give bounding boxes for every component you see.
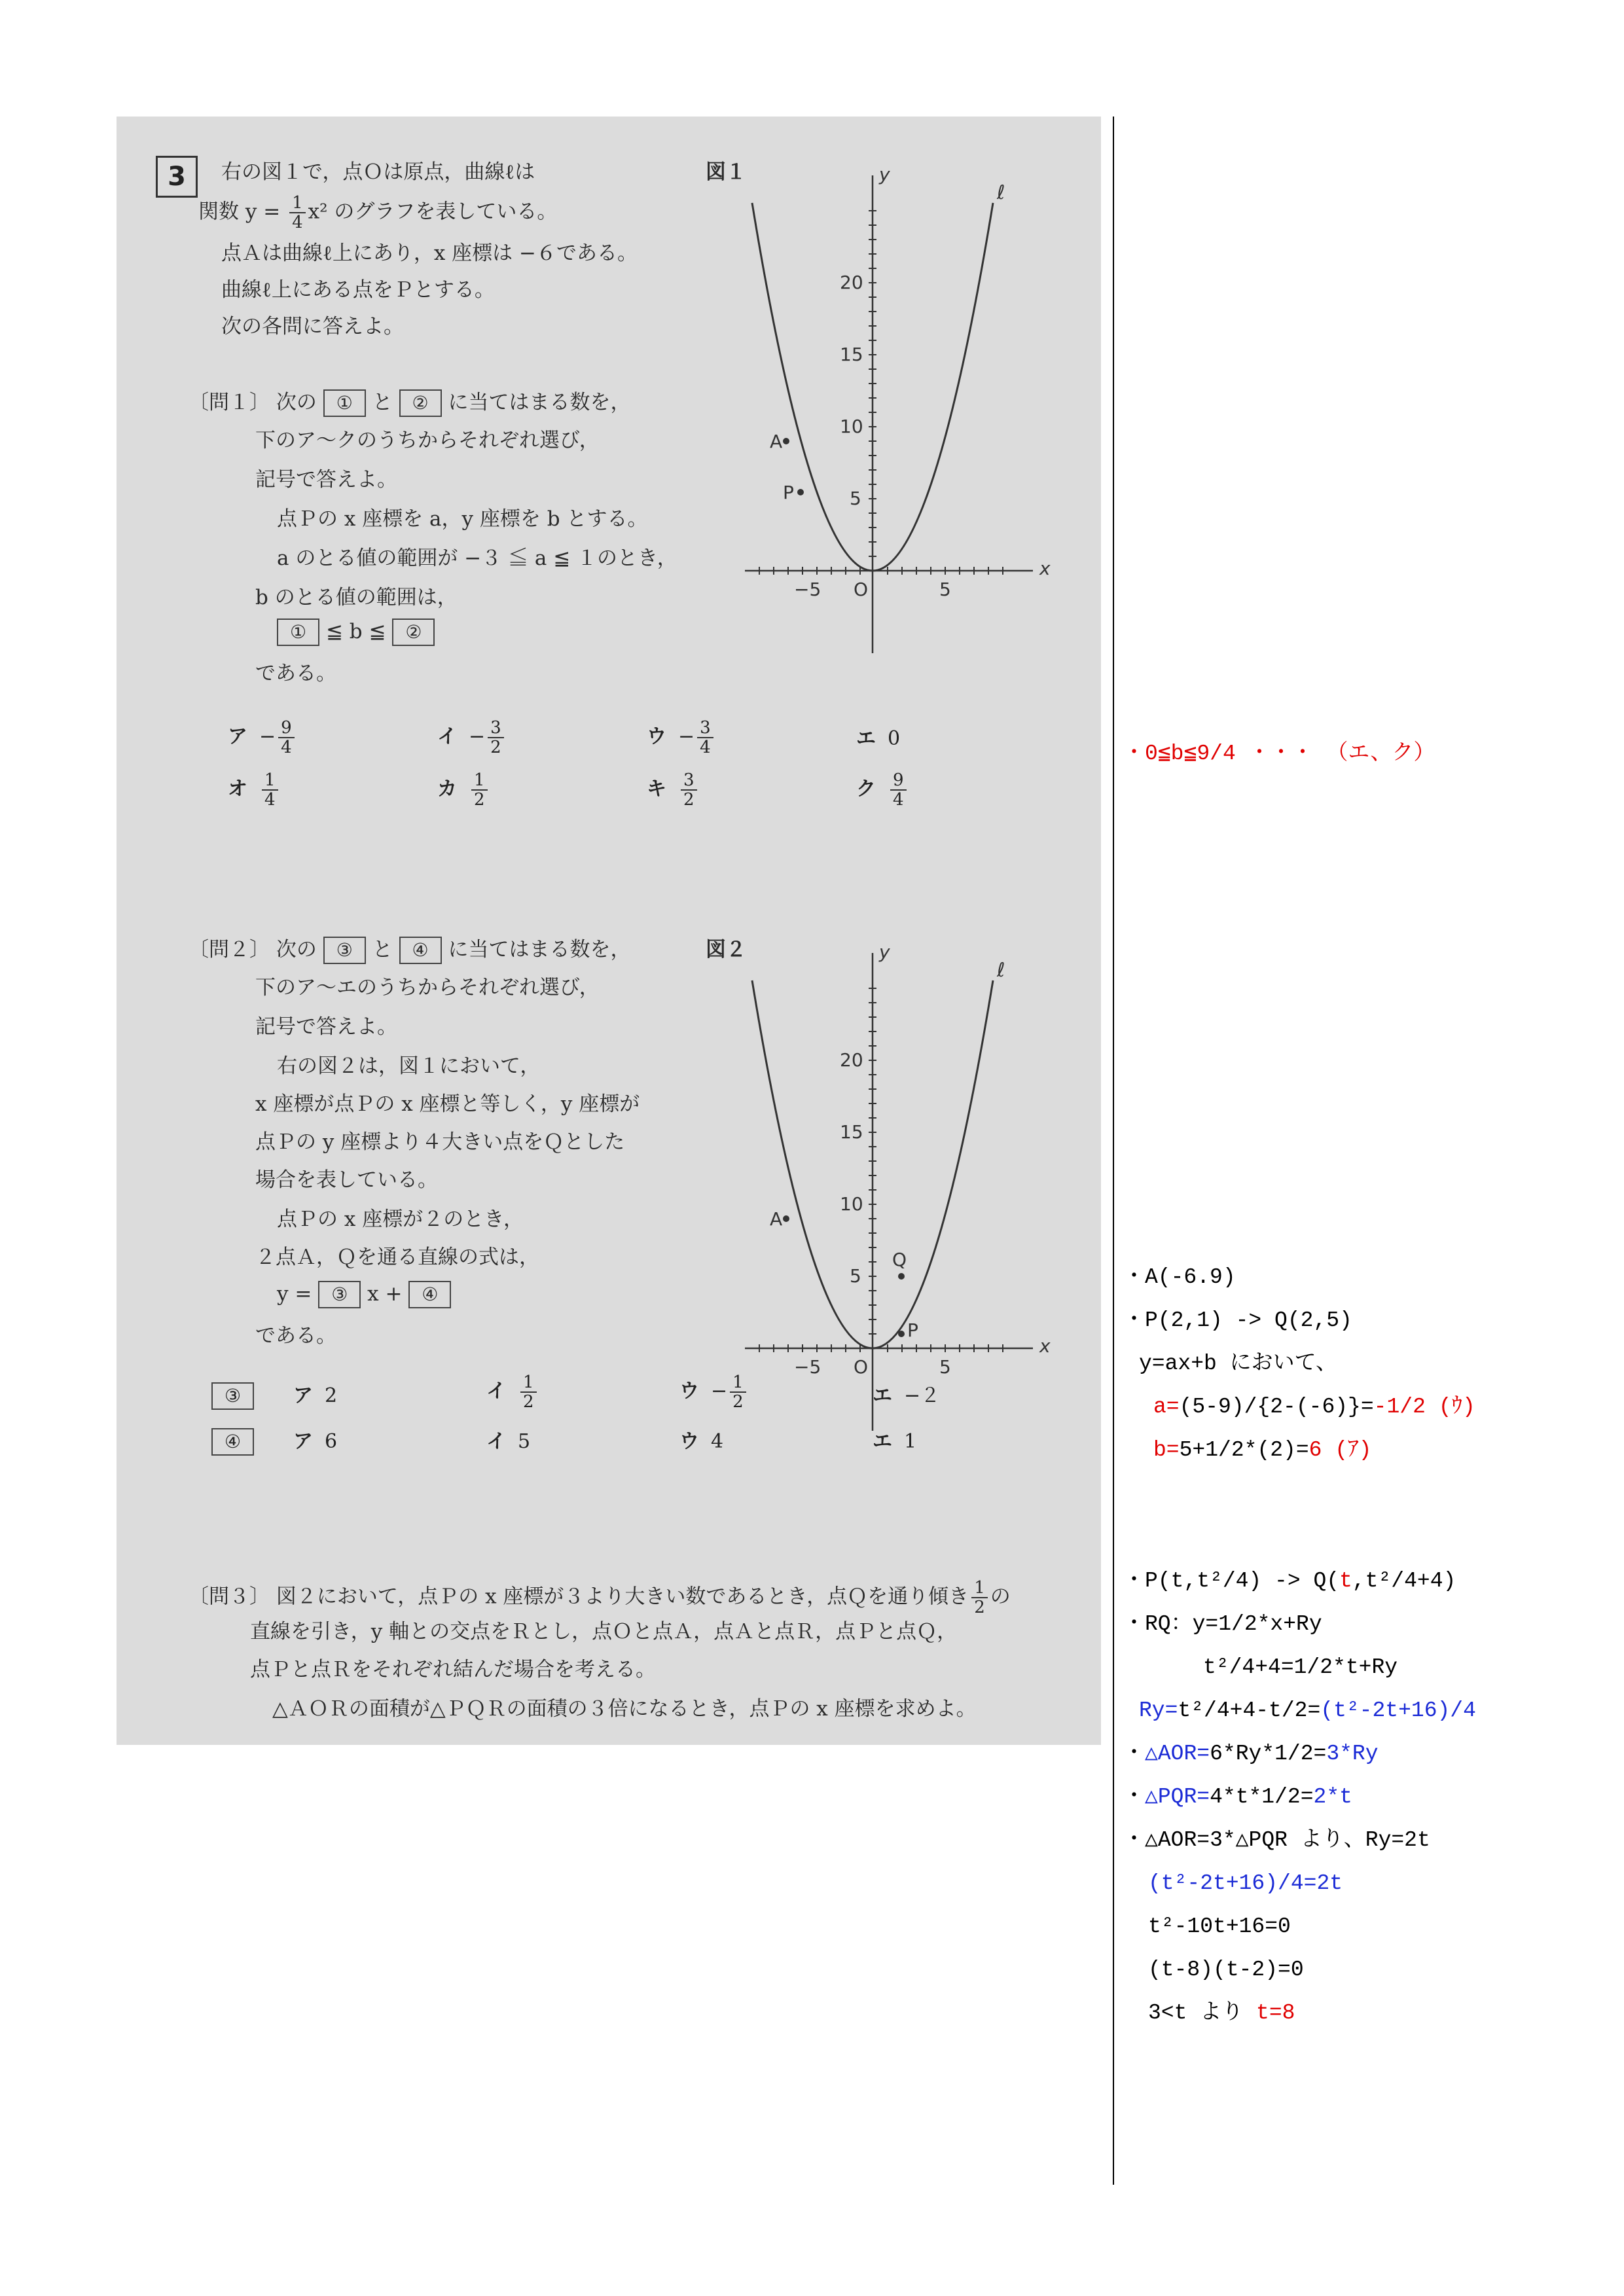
- q2-choice-4a: ア 6: [293, 1430, 338, 1453]
- answer-q3-line-5: ・△AOR=6*Ry*1/2=3*Ry: [1123, 1742, 1379, 1766]
- x-tick-5: 5: [939, 579, 951, 600]
- x-tick-minus5-2: −5: [794, 1356, 821, 1378]
- intro-line-2: 関数 y = $\frac{1}{4}$ x² のグラフを表している。: [198, 193, 558, 232]
- point-p-label: P: [783, 482, 794, 503]
- q3-line-1: 〔問３〕 図２において，点Ｐの x 座標が３より大きい数であるとき，点Ｑを通り傾き $\frac{1}{2}$ の: [189, 1578, 1011, 1617]
- figure-2-graph: [745, 933, 1072, 1431]
- answer-q3-line-7: ・△AOR=3*△PQR より、Ry=2t: [1123, 1828, 1430, 1852]
- q2-line-1: 〔問２〕 次の ③ と ④ に当てはまる数を，: [189, 936, 631, 964]
- figure-1-graph: [745, 156, 1072, 653]
- intro-line-3: 点Ａは曲線ℓ上にあり，x 座標は −６である。: [221, 242, 638, 265]
- point-p-dot: [797, 489, 804, 495]
- q3-line-2: 直線を引き，y 軸との交点をＲとし，点Ｏと点Ａ，点Ａと点Ｒ，点Ｐと点Ｑ，: [250, 1620, 958, 1643]
- point-p-dot-2: [898, 1331, 905, 1337]
- y-tick-10: 10: [840, 416, 863, 437]
- q1-choice-a: ア − $\frac{9}{4}$: [228, 719, 297, 757]
- answer-q3-line-6: ・△PQR=4*t*1/2=2*t: [1123, 1785, 1352, 1809]
- point-a-dot: [783, 438, 789, 444]
- answer-q3-line-3: t²/4+4=1/2*t+Ry: [1203, 1655, 1398, 1679]
- q3-line-3: 点Ｐと点Ｒをそれぞれ結んだ場合を考える。: [250, 1658, 656, 1681]
- answer-q3-line-2: ・RQ：y=1/2*x+Ry: [1123, 1612, 1322, 1636]
- intro-line-5: 次の各問に答えよ。: [221, 315, 404, 338]
- origin-label-2: O: [854, 1356, 869, 1378]
- answer-q3-line-10: (t-8)(t-2)=0: [1148, 1958, 1304, 1982]
- answer-q3-line-9: t²-10t+16=0: [1148, 1914, 1291, 1939]
- q2-equation-line: y = ③ x + ④: [277, 1280, 451, 1308]
- y-tick-15-2: 15: [840, 1121, 863, 1143]
- q1-line-3: 記号で答えよ。: [255, 468, 397, 492]
- answer-q1: ・0≦b≦9/4 ・・・ （エ、ク）: [1123, 742, 1435, 766]
- answer-q3-line-8: (t²-2t+16)/4=2t: [1148, 1871, 1343, 1895]
- intro-line-4: 曲線ℓ上にある点をＰとする。: [221, 278, 495, 302]
- answer-q3-line-11: 3<t より t=8: [1148, 2001, 1295, 2025]
- x-tick-5-2: 5: [939, 1356, 951, 1378]
- x-axis-label: x: [1039, 558, 1051, 579]
- q2-line-4: 右の図２は，図１において，: [277, 1054, 541, 1078]
- fig2-label: 図２: [706, 938, 746, 961]
- q2-choice-4i: イ 5: [486, 1430, 531, 1453]
- q1-range-line: ① ≦ b ≦ ②: [277, 618, 435, 646]
- q1-choice-o: オ $\frac{1}{4}$: [228, 771, 281, 809]
- y-tick-20: 20: [840, 272, 863, 293]
- y-tick-10-2: 10: [840, 1193, 863, 1215]
- x-tick-minus5: −5: [794, 579, 821, 600]
- q2-line-7: 場合を表している。: [255, 1168, 438, 1192]
- point-a-label-2: A: [770, 1208, 783, 1230]
- q1-line-2: 下のア〜クのうちからそれぞれ選び，: [255, 429, 600, 452]
- origin-label: O: [854, 579, 869, 600]
- answer-q2-line-1: ・A(-6.9): [1123, 1265, 1236, 1289]
- answer-q2-line-5: b=5+1/2*(2)=6 (ｱ): [1153, 1438, 1372, 1462]
- answer-q3-line-4: Ry=t²/4+4-t/2=(t²-2t+16)/4: [1139, 1698, 1476, 1723]
- answer-q2-line-3: y=ax+b において、: [1139, 1352, 1337, 1376]
- q1-choice-i: イ − $\frac{3}{2}$: [437, 719, 507, 757]
- q2-choices-row-3: ③: [211, 1382, 254, 1410]
- q1-choice-ki: キ $\frac{3}{2}$: [647, 771, 700, 809]
- q1-choice-u: ウ − $\frac{3}{4}$: [647, 719, 716, 757]
- q2-line-8: 点Ｐの x 座標が２のとき，: [277, 1208, 524, 1231]
- y-axis-label: y: [879, 164, 890, 185]
- y-tick-5-2: 5: [850, 1265, 861, 1287]
- curve-label: ℓ: [997, 181, 1005, 204]
- q2-choice-3e: エ −２: [873, 1384, 941, 1407]
- q2-line-10: である。: [255, 1324, 336, 1348]
- q2-choice-4e: エ 1: [873, 1430, 917, 1453]
- fig1-label: 図１: [706, 160, 746, 184]
- q1-choice-ku: ク $\frac{9}{4}$: [856, 771, 909, 809]
- point-a-dot-2: [783, 1215, 789, 1222]
- q1-line-7: である。: [255, 662, 336, 685]
- y-tick-15: 15: [840, 344, 863, 365]
- answer-q2-line-4: a=(5-9)/{2-(-6)}=-1/2 (ｳ): [1153, 1395, 1475, 1419]
- y-tick-5: 5: [850, 488, 861, 509]
- point-a-label: A: [770, 431, 783, 452]
- q2-choice-3i: イ $\frac{1}{2}$: [486, 1373, 539, 1411]
- q2-choice-3a: ア 2: [293, 1384, 338, 1407]
- x-axis-label-2: x: [1039, 1335, 1051, 1357]
- problem-number: 3: [156, 156, 198, 198]
- point-q-dot: [898, 1273, 905, 1280]
- vertical-divider: [1113, 117, 1114, 2185]
- curve-label-2: ℓ: [997, 959, 1005, 982]
- problem-scan: [117, 117, 1101, 1745]
- q1-line-6: b のとる値の範囲は，: [255, 586, 458, 609]
- q2-line-5: x 座標が点Ｐの x 座標と等しく，y 座標が: [255, 1092, 640, 1116]
- q2-line-9: ２点Ａ，Ｑを通る直線の式は，: [255, 1246, 539, 1269]
- answer-q3-line-1: ・P(t,t²/4) -> Q(t,t²/4+4): [1123, 1569, 1456, 1593]
- q2-line-6: 点Ｐの y 座標より４大きい点をＱとした: [255, 1130, 625, 1154]
- point-p-label-2: P: [907, 1319, 918, 1341]
- q1-line-5: a のとる値の範囲が −３ ≦ a ≦ １のとき，: [277, 547, 677, 570]
- point-q-label: Q: [892, 1249, 907, 1270]
- q2-line-3: 記号で答えよ。: [255, 1015, 397, 1039]
- q1-choice-e: エ 0: [856, 727, 901, 750]
- q2-choices-row-4: ④: [211, 1428, 254, 1456]
- answer-q2-line-2: ・P(2,1) -> Q(2,5): [1123, 1308, 1352, 1333]
- q2-choice-4u: ウ 4: [679, 1430, 724, 1453]
- y-axis-label-2: y: [879, 941, 890, 963]
- q1-choice-ka: カ $\frac{1}{2}$: [437, 771, 490, 809]
- q1-line-1: 〔問１〕 次の ① と ② に当てはまる数を，: [189, 389, 631, 417]
- intro-line-1: 右の図１で，点Ｏは原点，曲線ℓは: [221, 160, 535, 184]
- y-tick-20-2: 20: [840, 1049, 863, 1071]
- q3-line-4: △ＡＯＲの面積が△ＰＱＲの面積の３倍になるとき，点Ｐの x 座標を求めよ。: [272, 1697, 977, 1721]
- q1-line-4: 点Ｐの x 座標を a，y 座標を b とする。: [277, 507, 648, 531]
- q2-choice-3u: ウ − $\frac{1}{2}$: [679, 1373, 749, 1411]
- q2-line-2: 下のア〜エのうちからそれぞれ選び，: [255, 976, 600, 999]
